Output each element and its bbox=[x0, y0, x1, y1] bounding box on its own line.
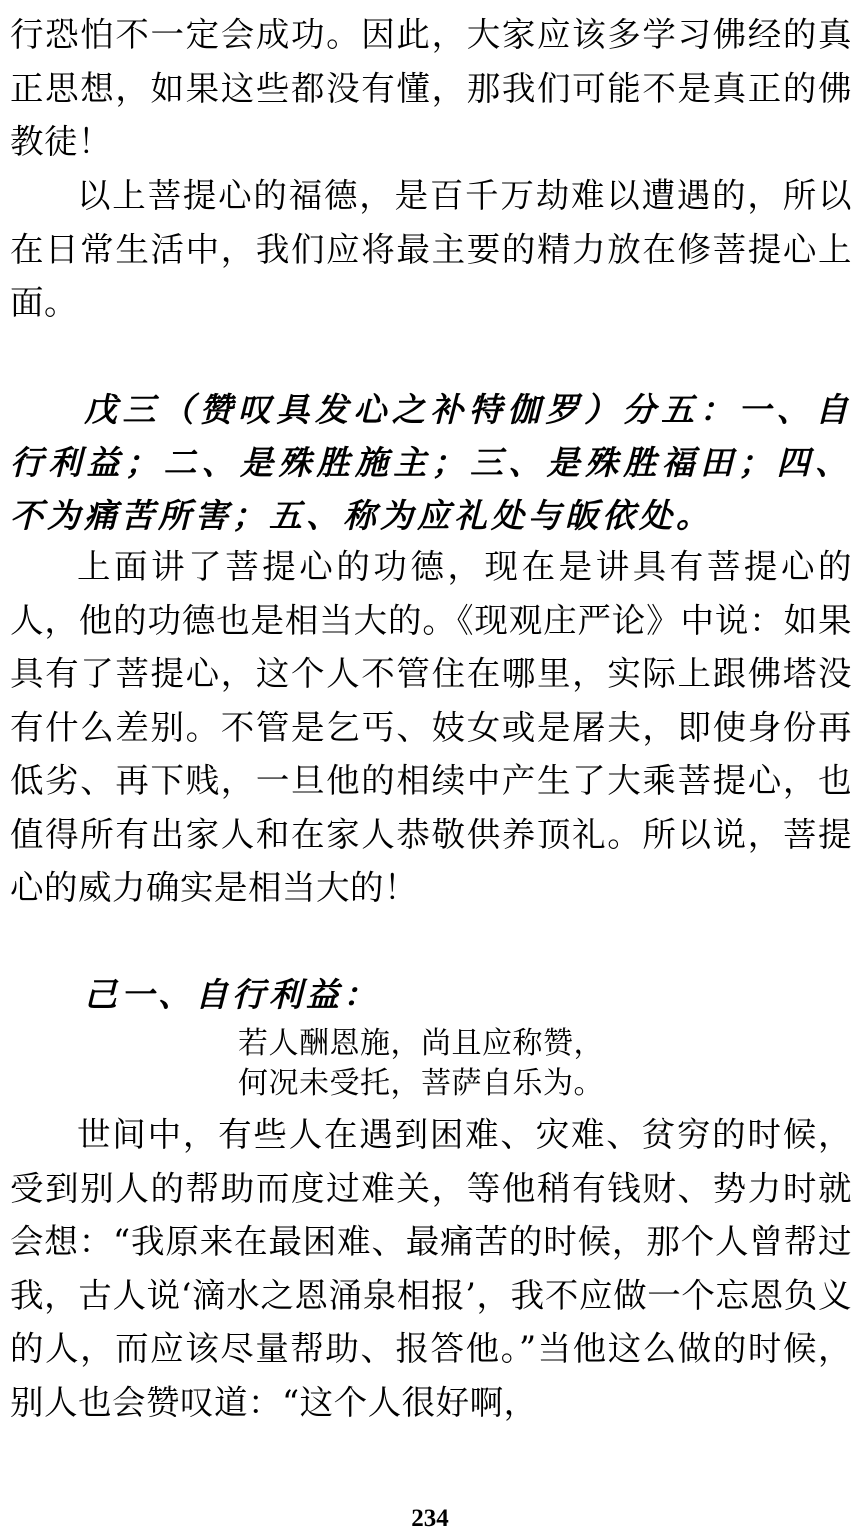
section-heading-ji-yi: 己一、自行利益： bbox=[84, 975, 380, 1014]
paragraph-continuation: 行恐怕不一定会成功。因此，大家应该多学习佛经的真正思想，如果这些都没有懂，那我们可能不是真正的佛教徒！ bbox=[10, 15, 852, 161]
paragraph-bodhicitta-merit: 以上菩提心的福德，是百千万劫难以遭遇的，所以在日常生活中，我们应将最主要的精力放在修菩提心上面。 bbox=[10, 176, 852, 322]
verse-line-2: 何况未受托，菩萨自乐为。 bbox=[238, 1066, 604, 1101]
verse-line-1: 若人酬恩施，尚且应称赞， bbox=[238, 1026, 604, 1061]
paragraph-bodhicitta-person: 上面讲了菩提心的功德，现在是讲具有菩提心的人，他的功德也是相当大的。《现观庄严论》中说：如果具有了菩提心，这个人不管住在哪里，实际上跟佛塔没有什么差别。不管是乞丐、妓女或是屠夫，即使身份再低劣、再下贱，一旦他的相续中产生了大乘菩提心，也值得所有出家人和在家人恭敬供养顶礼。所以说，菩提心的威力确实是相当大的！ bbox=[10, 547, 852, 907]
page-number: 234 bbox=[411, 1505, 449, 1532]
paragraph-repaying-kindness: 世间中，有些人在遇到困难、灾难、贫穷的时候，受到别人的帮助而度过难关，等他稍有钱财、势力时就会想：“我原来在最困难、最痛苦的时候，那个人曾帮过我，古人说‘滴水之恩涌泉相报’，我不应做一个忘恩负义的人，而应该尽量帮助、报答他。”当他这么做的时候，别人也会赞叹道：“这个人很好啊， bbox=[10, 1115, 852, 1422]
section-heading-wu-san: 戊三（赞叹具发心之补特伽罗）分五：一、自行利益；二、是殊胜施主；三、是殊胜福田；四、不为痛苦所害；五、称为应礼处与皈依处。 bbox=[10, 390, 852, 535]
